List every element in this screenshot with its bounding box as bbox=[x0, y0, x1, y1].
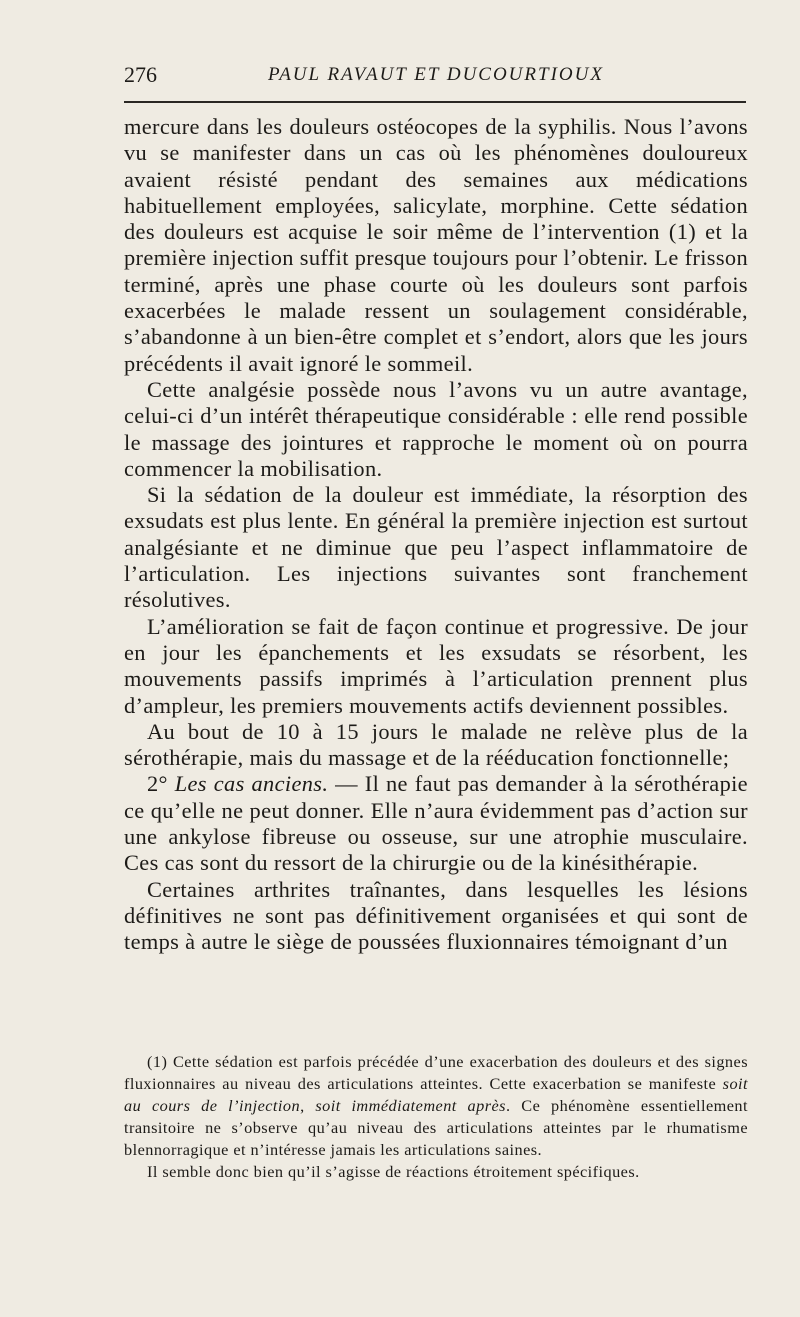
paragraph: Au bout de 10 à 15 jours le malade ne relève plus de la sérothérapie, mais du massage et de la rééducation fonctionnelle; bbox=[124, 718, 748, 771]
footnote-italic: soit immédiatement après bbox=[315, 1095, 506, 1115]
footnote-1 bbox=[124, 1051, 748, 1161]
page-header bbox=[124, 62, 748, 92]
footnote-italic: soit au cours de l’injection bbox=[124, 1073, 748, 1115]
footnote-text: (1) Cette sédation est parfois précédée d’une exacerbation des douleurs et des signes fluxionnaires au niveau des articulations atteintes. Cette exacerbation se manifeste bbox=[124, 1052, 748, 1093]
running-title: PAUL RAVAUT ET DUCOURTIOUX bbox=[268, 64, 604, 85]
body-text bbox=[124, 114, 748, 956]
paragraph-old-cases bbox=[124, 771, 748, 876]
section-number: 2° bbox=[147, 771, 175, 797]
footnote-continuation: Il semble donc bien qu’il s’agisse de réactions étroitement spécifiques. bbox=[147, 1161, 640, 1181]
footnotes bbox=[124, 1051, 748, 1182]
page-number: 276 bbox=[124, 62, 157, 87]
section-heading: Les cas anciens. bbox=[174, 771, 329, 797]
paragraph: Si la sédation de la douleur est immédiate, la résorption des exsudats est plus lente. En général la première injection est surtout analgésiante et ne diminue que peu l’aspect inflammatoire de l’articulation. Les injections suivantes sont franchement résolutives. bbox=[124, 482, 748, 613]
paragraph: Certaines arthrites traînantes, dans lesquelles les lésions définitives ne sont pas définitivement organisées et qui sont de temps à autre le siège de poussées fluxionnaires témoignant d’un bbox=[124, 876, 748, 955]
footnote-text: , bbox=[300, 1095, 316, 1115]
paragraph: Cette analgésie possède nous l’avons vu un autre avantage, celui-ci d’un intérêt thérapeutique considérable : elle rend possible le massage des jointures et rapproche le moment où on pourra commencer la mobilisation. bbox=[124, 376, 748, 481]
section-text: — Il ne faut pas demander à la sérothérapie ce qu’elle ne peut donner. Elle n’aura évidemment pas d’action sur une ankylose fibreuse ou osseuse, sur une atrophie musculaire. Ces cas sont du ressort de la chirurgie ou de la kinésithérapie. bbox=[124, 771, 748, 876]
paragraph: L’amélioration se fait de façon continue et progressive. De jour en jour les épanchements et les exsudats se résorbent, les mouvements passifs imprimés à l’articulation prennent plus d’ampleur, les premiers mouvements actifs deviennent possibles. bbox=[124, 613, 748, 718]
footnote-text: . Ce phénomène essentiellement transitoire ne s’observe qu’au niveau des articulations atteintes par le rhumatisme blennorragique et n’intéresse jamais les articulations saines. bbox=[124, 1095, 748, 1159]
paragraph: mercure dans les douleurs ostéocopes de la syphilis. Nous l’avons vu se manifester dans un cas où les phénomènes douloureux avaient résisté pendant des semaines aux médications habituellement employées, salicylate, morphine. Cette sédation des douleurs est acquise le soir même de l’intervention (1) et la première injection suffit presque toujours pour l’obtenir. Le frisson terminé, après une phase courte où les douleurs sont parfois exacerbées le malade ressent un soulagement considérable, s’abandonne à un bien-être complet et s’endort, alors que les jours précédents il avait ignoré le sommeil. bbox=[124, 114, 748, 376]
header-rule bbox=[124, 101, 746, 103]
